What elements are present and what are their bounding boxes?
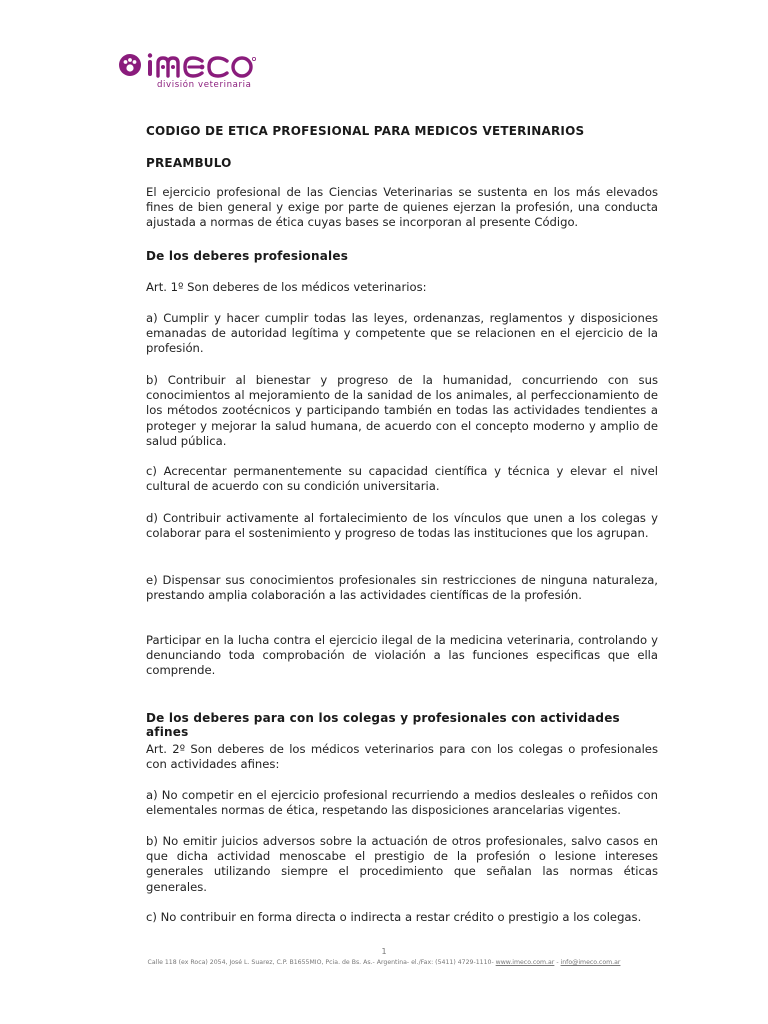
article1-item-c-block <box>146 464 658 494</box>
article1-item-e-block <box>146 573 658 603</box>
article1-item-c: c) Acrecentar permanentemente su capacidad científica y técnica y elevar el nivel cultural de acuerdo con su condición universitaria. <box>146 464 658 494</box>
article2-item-c-block <box>146 910 658 925</box>
footer-email-link[interactable]: info@imeco.com.ar <box>560 959 621 966</box>
document-title-block <box>146 124 658 138</box>
imeco-logo-icon <box>118 50 308 92</box>
preamble-paragraph-block <box>146 185 658 231</box>
page-footer <box>0 959 768 966</box>
document-title: CODIGO DE ETICA PROFESIONAL PARA MEDICOS VETERINARIOS <box>146 124 585 138</box>
logo-subtitle: división veterinaria <box>157 80 252 90</box>
article1-extra-paragraph-block <box>146 633 658 679</box>
footer-address: Calle 118 (ex Roca) 2054, José L. Suarez, C.P. B1655MIO, Pcia. de Bs. As.- Argentina- el./Fax: (5411) 4729-1110- <box>147 959 496 966</box>
article2-item-b: b) No emitir juicios adversos sobre la actuación de otros profesionales, salvo casos en que dicha actividad menoscabe el prestigio de la profesión o lesione intereses generales utilizando siempre el procedimiento que señalan las normas éticas generales. <box>146 834 658 894</box>
article1-item-d-block <box>146 511 658 541</box>
article1-item-d: d) Contribuir activamente al fortalecimiento de los vínculos que unen a los colegas y colaborar para el sostenimiento y progreso de todas las instituciones que los agrupan. <box>146 511 658 541</box>
article1-extra-paragraph: Participar en la lucha contra el ejercicio ilegal de la medicina veterinaria, controlando y denunciando toda comprobación de violación a las funciones especificas que ella comprende. <box>146 633 658 678</box>
preamble-heading: PREAMBULO <box>146 156 232 170</box>
section2-intro-block <box>146 742 658 772</box>
article1-item-a: a) Cumplir y hacer cumplir todas las leyes, ordenanzas, reglamentos y disposiciones emanadas de autoridad legítima y competente que se relacionen en el ejercicio de la profesión. <box>146 311 658 356</box>
article2-item-c: c) No contribuir en forma directa o indirecta a restar crédito o prestigio a los colegas. <box>146 910 642 924</box>
section2-intro: Art. 2º Son deberes de los médicos veterinarios para con los colegas o profesionales con actividades afines: <box>146 742 658 772</box>
article1-item-b-block <box>146 373 658 449</box>
footer-separator: - <box>554 959 561 966</box>
section2-heading-block <box>146 711 658 739</box>
article1-item-a-block <box>146 311 658 357</box>
article1-item-b: b) Contribuir al bienestar y progreso de la humanidad, concurriendo con sus conocimientos al mejoramiento de la sanidad de los animales, al perfeccionamiento de los métodos zootécnicos y participando también en todas las actividades tendientes a proteger y mejorar la salud humana, de acuerdo con el concepto moderno y amplio de salud pública. <box>146 373 658 448</box>
page-number: 1 <box>381 947 387 956</box>
footer-website-link[interactable]: www.imeco.com.ar <box>495 959 555 966</box>
section2-heading: De los deberes para con los colegas y profesionales con actividades afines <box>146 711 620 739</box>
preamble-paragraph: El ejercicio profesional de las Ciencias Veterinarias se sustenta en los más elevados fines de bien general y exige por parte de quienes ejerzan la profesión, una conducta ajustada a normas de ética cuyas bases se incorporan al presente Código. <box>146 185 658 230</box>
article2-item-b-block <box>146 834 658 895</box>
section1-intro: Art. 1º Son deberes de los médicos veterinarios: <box>146 280 427 294</box>
section1-heading-block <box>146 249 658 263</box>
section1-heading: De los deberes profesionales <box>146 249 349 263</box>
preamble-heading-block <box>146 156 658 170</box>
section1-intro-block <box>146 280 658 295</box>
article1-item-e: e) Dispensar sus conocimientos profesionales sin restricciones de ninguna naturaleza, prestando amplia colaboración a las actividades científicas de la profesión. <box>146 573 658 603</box>
article2-item-a-block <box>146 788 658 818</box>
company-logo <box>118 50 308 92</box>
article2-item-a: a) No competir en el ejercicio profesional recurriendo a medios desleales o reñidos con elementales normas de ética, respetando las disposiciones arancelarias vigentes. <box>146 788 658 818</box>
